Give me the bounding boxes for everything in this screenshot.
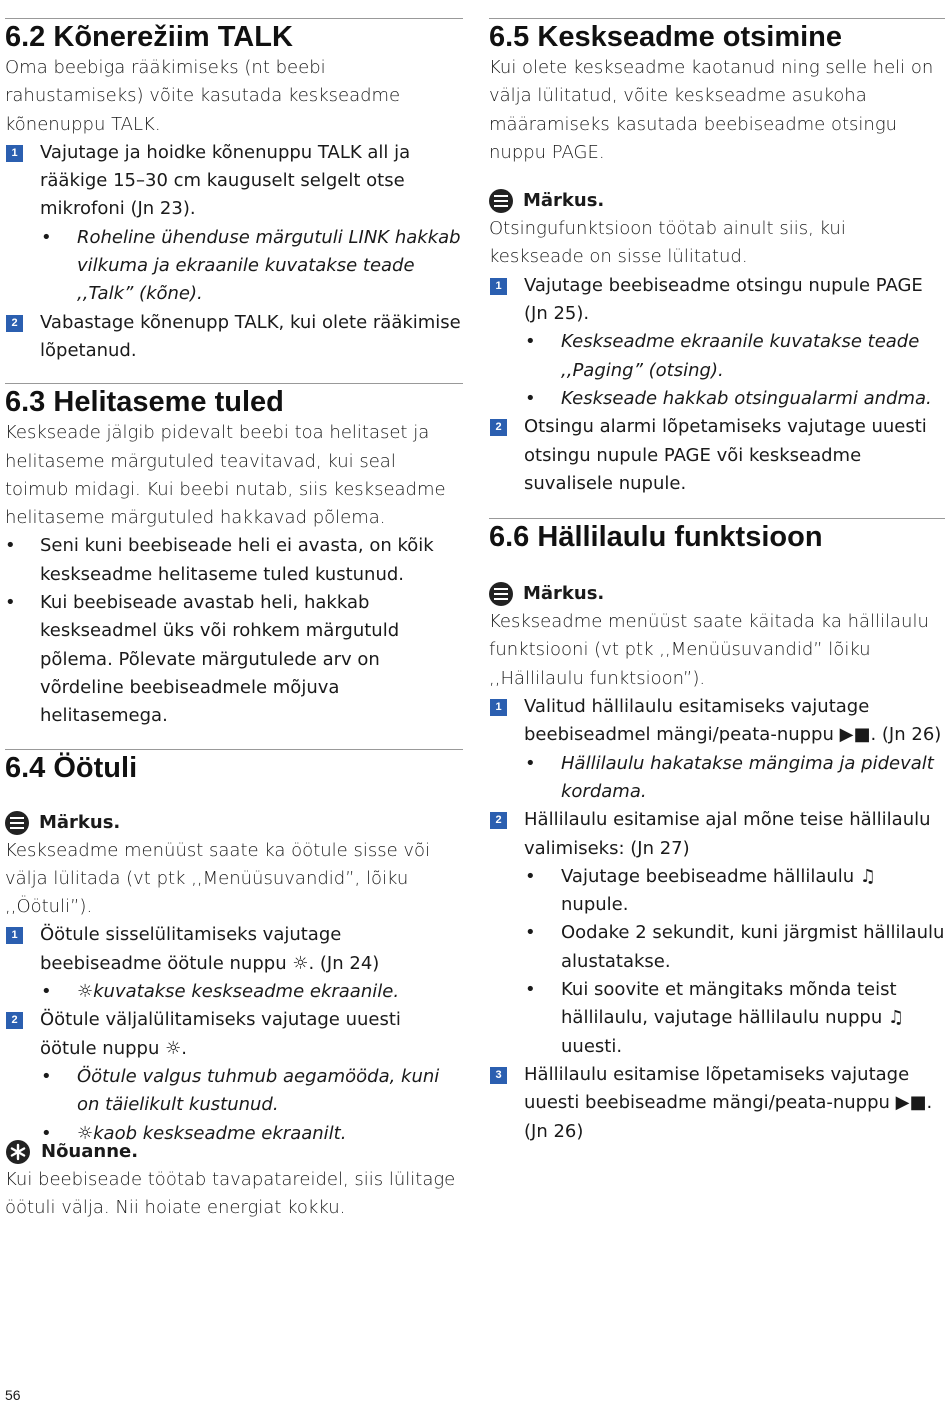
tip-text: Kui beebiseade töötab tavapatareidel, siis lülitage öötuli välja. Nii hoiate energiat kokku. <box>5 1169 456 1219</box>
step-number-badge: 2 <box>6 1012 23 1029</box>
note-icon <box>489 189 513 213</box>
step-number-badge: 1 <box>6 927 23 944</box>
bullet-item: • Öötule valgus tuhmub aegamööda, kuni on täielikult kustunud. <box>41 1065 440 1116</box>
step-number-badge: 3 <box>490 1067 507 1084</box>
bullet-item: • ☼kaob keskseadme ekraanilt. <box>41 1122 347 1144</box>
section-title-6-2: 6.2 Kõnerežiim TALK <box>5 21 293 53</box>
step-1: 1 Vajutage beebiseadme otsingu nupule PAGE (Jn 25). <box>489 272 945 329</box>
note-text: Otsingufunktsioon töötab ainult siis, kui keskseade on sisse lülitatud. <box>489 218 846 268</box>
step-number-badge: 1 <box>490 699 507 716</box>
step-1: 1 Öötule sisselülitamiseks vajutage beebiseadme öötule nuppu ☼. (Jn 24) <box>5 921 463 978</box>
step-3: 3 Hällilaulu esitamise lõpetamiseks vajutage uuesti beebiseadme mängi/peata-nuppu ▶■. (Jn 26) <box>489 1061 945 1146</box>
step-2: 2 Hällilaulu esitamise ajal mõne teise hällilaulu valimiseks: (Jn 27) <box>489 806 945 863</box>
bullet-item: • Roheline ühenduse märgutuli LINK hakkab vilkuma ja ekraanile kuvatakse teade ,,Talk” (kõne). <box>41 226 461 305</box>
step-number-badge: 1 <box>6 145 23 162</box>
section-divider <box>489 518 945 519</box>
note-text: Keskseadme menüüst saate ka öötule sisse või välja lülitada (vt ptk ,,Menüüsuvandid”, lõiku ,,Öötuli”). <box>5 839 431 918</box>
step-1: 1 Vajutage ja hoidke kõnenuppu TALK all ja rääkige 15–30 cm kauguselt selgelt otse mikrofoni (Jn 23). <box>5 139 463 224</box>
note-icon <box>5 811 29 835</box>
section-title-6-5: 6.5 Keskseadme otsimine <box>489 21 843 53</box>
bullet-item: • Vajutage beebiseadme hällilaulu ♫ nupule. <box>525 865 877 916</box>
paragraph: Oma beebiga rääkimiseks (nt beebi rahustamiseks) võite kasutada keskseadme kõnenuppu TALK. <box>5 57 401 135</box>
bullet-item: • Hällilaulu hakatakse mängima ja pidevalt kordama. <box>525 752 934 802</box>
section-title-6-3: 6.3 Helitaseme tuled <box>5 386 284 419</box>
bullet-item: • Keskseade hakkab otsingualarmi andma. <box>525 387 932 409</box>
paragraph: Keskseade jälgib pidevalt beebi toa helitaset ja helitaseme märgutuled teavitavad, kui seal toimub midagi. Kui beebi nutab, siis keskseadme helitaseme märgutuled hakkavad põlema. <box>5 422 446 529</box>
step-number-badge: 2 <box>490 419 507 436</box>
step-2: 2 Vabastage kõnenupp TALK, kui olete rääkimise lõpetanud. <box>5 309 463 366</box>
bullet-item: • Kui soovite et mängitaks mõnda teist hällilaulu, vajutage hällilaulu nuppu ♫ uuesti. <box>525 979 905 1057</box>
bullet-item: • Keskseadme ekraanile kuvatakse teade ,,Paging” (otsing). <box>525 331 920 381</box>
note-heading: Märkus. <box>5 809 463 837</box>
left-column <box>5 0 463 1148</box>
bullet-item: • ☼kuvatakse keskseadme ekraanile. <box>41 981 400 1003</box>
section-divider <box>489 18 945 19</box>
page-number: 56 <box>5 1387 21 1403</box>
section-title-6-4: 6.4 Öötuli <box>5 751 138 784</box>
note-heading: Märkus. <box>489 187 945 215</box>
paragraph: Kui olete keskseadme kaotanud ning selle heli on välja lülitatud, võite keskseadme asukoha määramiseks kasutada beebiseadme otsingu nuppu PAGE. <box>489 57 934 163</box>
right-column <box>489 0 945 1146</box>
step-number-badge: 2 <box>490 812 507 829</box>
section-divider <box>5 383 463 384</box>
bullet-item: • Kui beebiseade avastab heli, hakkab keskseadmel üks või rohkem märgutuld põlema. Põlevate märgutulede arv on võrdeline beebiseadmele mõjuva helitasemega. <box>5 592 400 727</box>
note-icon <box>489 582 513 606</box>
step-2: 2 Öötule väljalülitamiseks vajutage uuesti öötule nuppu ☼. <box>5 1006 463 1063</box>
step-number-badge: 1 <box>490 278 507 295</box>
step-number-badge: 2 <box>6 315 23 332</box>
step-2: 2 Otsingu alarmi lõpetamiseks vajutage uuesti otsingu nupule PAGE või keskseadme suvalisele nupule. <box>489 413 945 498</box>
section-divider <box>5 18 463 19</box>
asterisk-icon <box>5 1139 31 1165</box>
note-text: Keskseadme menüüst saate käitada ka hällilaulu funktsiooni (vt ptk ,,Menüüsuvandid” lõiku ,,Hällilaulu funktsioon”). <box>489 611 929 689</box>
tip-heading: Nõuanne. <box>5 1138 475 1166</box>
bullet-item: • Seni kuni beebiseade heli ei avasta, on kõik keskseadme helitaseme tuled kustunud. <box>5 535 434 585</box>
tip-block <box>5 1130 475 1223</box>
note-heading: Märkus. <box>489 580 945 608</box>
step-1: 1 Valitud hällilaulu esitamiseks vajutage beebiseadmel mängi/peata-nuppu ▶■. (Jn 26) <box>489 693 945 750</box>
section-divider <box>5 749 463 750</box>
bullet-item: • Oodake 2 sekundit, kuni järgmist hällilaulu alustatakse. <box>525 922 945 972</box>
section-title-6-6: 6.6 Hällilaulu funktsioon <box>489 521 823 554</box>
